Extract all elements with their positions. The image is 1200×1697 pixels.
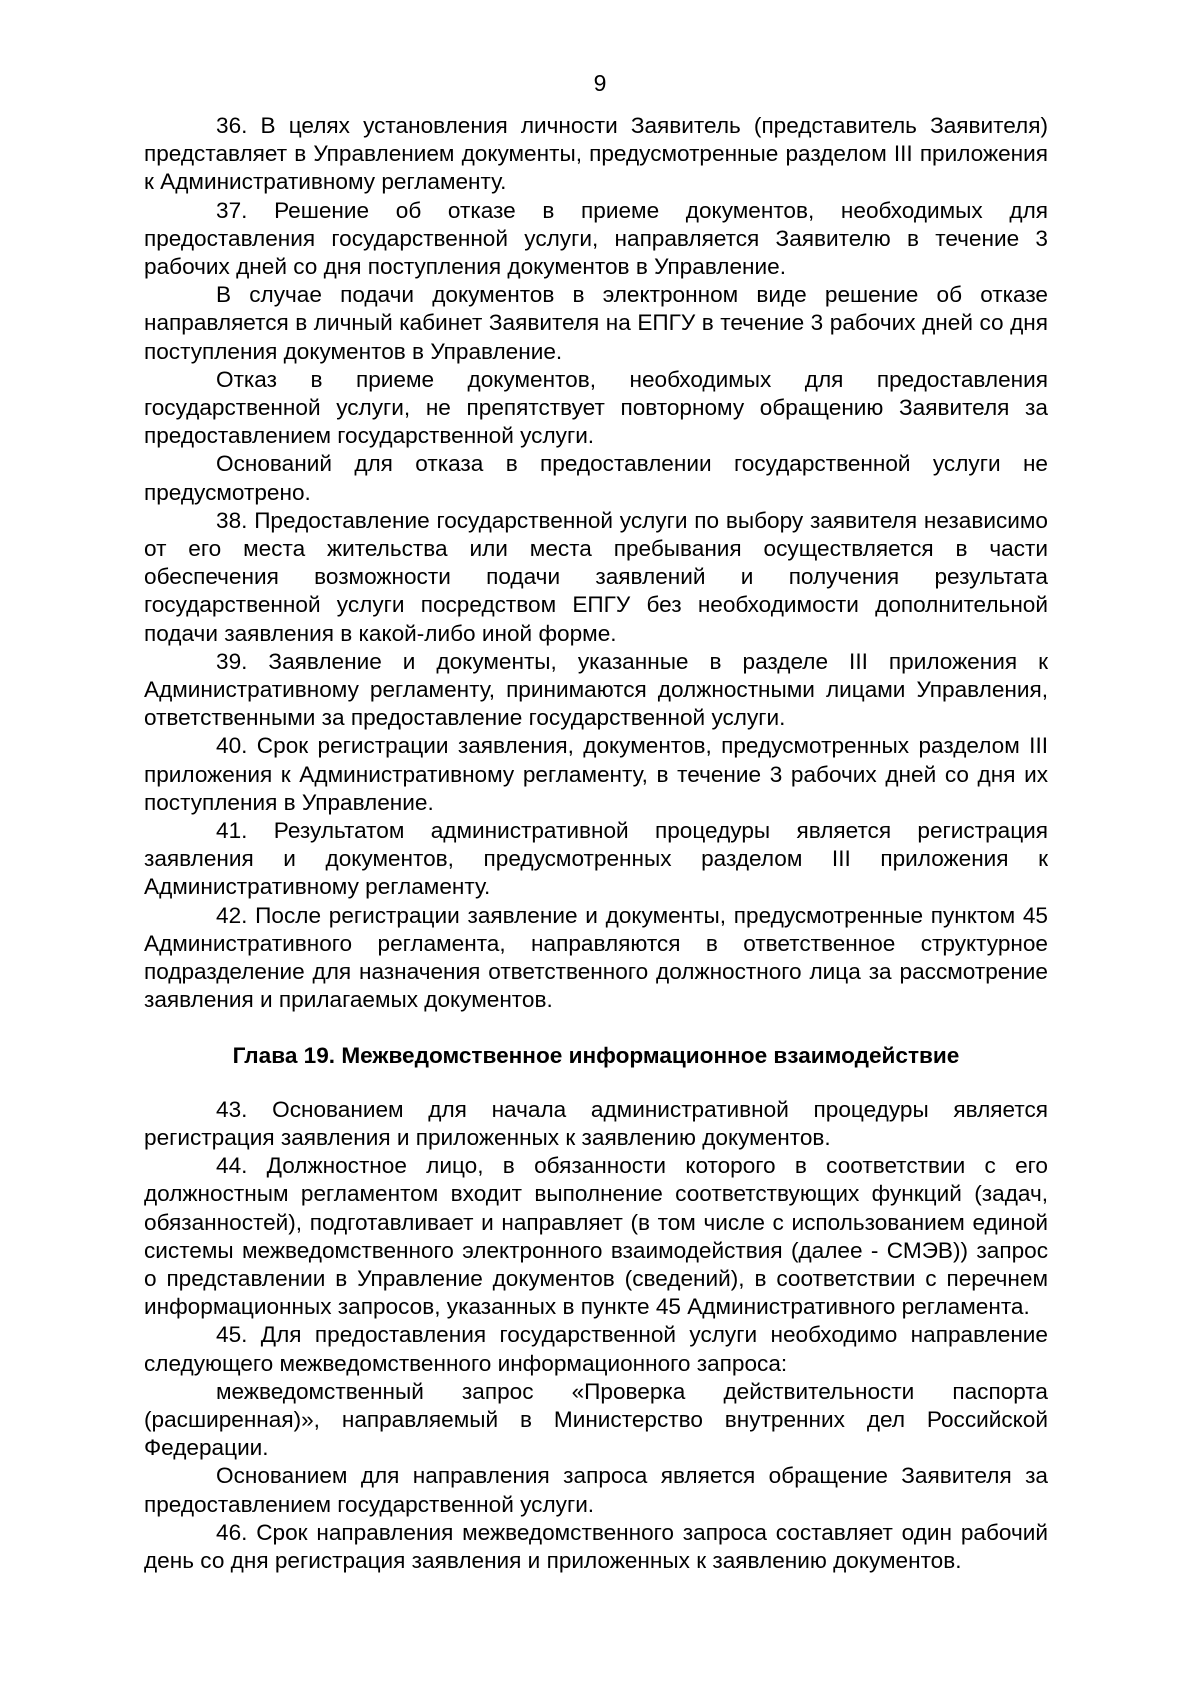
paragraph-43: 43. Основанием для начала административной процедуры является регистрация заявления и приложенных к заявлению документов. bbox=[144, 1096, 1048, 1150]
paragraph-46: 46. Срок направления межведомственного запроса составляет один рабочий день со дня регистрация заявления и приложенных к заявлению документов. bbox=[144, 1519, 1048, 1573]
paragraph-44: 44. Должностное лицо, в обязанности которого в соответствии с его должностным регламентом входит выполнение соответствующих функций (задач, обязанностей), подготавливает и направляет (в том числе с использованием единой системы межведомственного электронного взаимодействия (далее - СМЭВ)) запрос о представлении в Управление документов (сведений), в соответствии с перечнем информационных запросов, указанных в пункте 45 Административного регламента. bbox=[144, 1153, 1048, 1320]
paragraph-36: 36. В целях установления личности Заявитель (представитель Заявителя) представляет в Управлением документы, предусмотренные разделом III приложения к Административному регламенту. bbox=[144, 113, 1048, 195]
paragraph-37-electronic: В случае подачи документов в электронном виде решение об отказе направляется в личный кабинет Заявителя на ЕПГУ в течение 3 рабочих дней со дня поступления документов в Управление. bbox=[144, 282, 1048, 364]
paragraph-42: 42. После регистрации заявление и документы, предусмотренные пунктом 45 Административного регламента, направляются в ответственное структурное подразделение для назначения ответственного должностного лица за рассмотрение заявления и прилагаемых документов. bbox=[144, 902, 1048, 1013]
paragraph-38: 38. Предоставление государственной услуги по выбору заявителя независимо от его места жительства или места пребывания осуществляется в части обеспечения возможности подачи заявлений и получения результата государственной услуги посредством ЕПГУ без необходимости дополнительной подачи заявления в какой-либо иной форме. bbox=[144, 507, 1048, 646]
paragraph-45-grounds: Основанием для направления запроса является обращение Заявителя за предоставлением государственной услуги. bbox=[144, 1463, 1048, 1517]
document-body bbox=[144, 112, 1048, 1575]
paragraph-45-request: межведомственный запрос «Проверка действительности паспорта (расширенная)», направляемый в Министерство внутренних дел Российской Федерации. bbox=[144, 1378, 1048, 1461]
paragraph-40: 40. Срок регистрации заявления, документов, предусмотренных разделом III приложения к Административному регламенту, в течение 3 рабочих дней со дня их поступления в Управление. bbox=[144, 733, 1048, 815]
paragraph-37-no-grounds: Оснований для отказа в предоставлении государственной услуги не предусмотрено. bbox=[144, 451, 1048, 505]
paragraph-45: 45. Для предоставления государственной услуги необходимо направление следующего межведомственного информационного запроса: bbox=[144, 1322, 1048, 1376]
page-number: 9 bbox=[593, 70, 607, 96]
paragraph-37: 37. Решение об отказе в приеме документов, необходимых для предоставления государственной услуги, направляется Заявителю в течение 3 рабочих дней со дня поступления документов в Управление. bbox=[144, 197, 1048, 280]
paragraph-37-refusal-note: Отказ в приеме документов, необходимых для предоставления государственной услуги, не препятствует повторному обращению Заявителя за предоставлением государственной услуги. bbox=[144, 366, 1048, 449]
paragraph-39: 39. Заявление и документы, указанные в разделе III приложения к Административному регламенту, принимаются должностными лицами Управления, ответственными за предоставление государственной услуги. bbox=[144, 648, 1048, 731]
chapter-heading: Глава 19. Межведомственное информационное взаимодействие bbox=[232, 1042, 960, 1068]
paragraph-41: 41. Результатом административной процедуры является регистрация заявления и документов, предусмотренных разделом III приложения к Административному регламенту. bbox=[144, 818, 1048, 900]
